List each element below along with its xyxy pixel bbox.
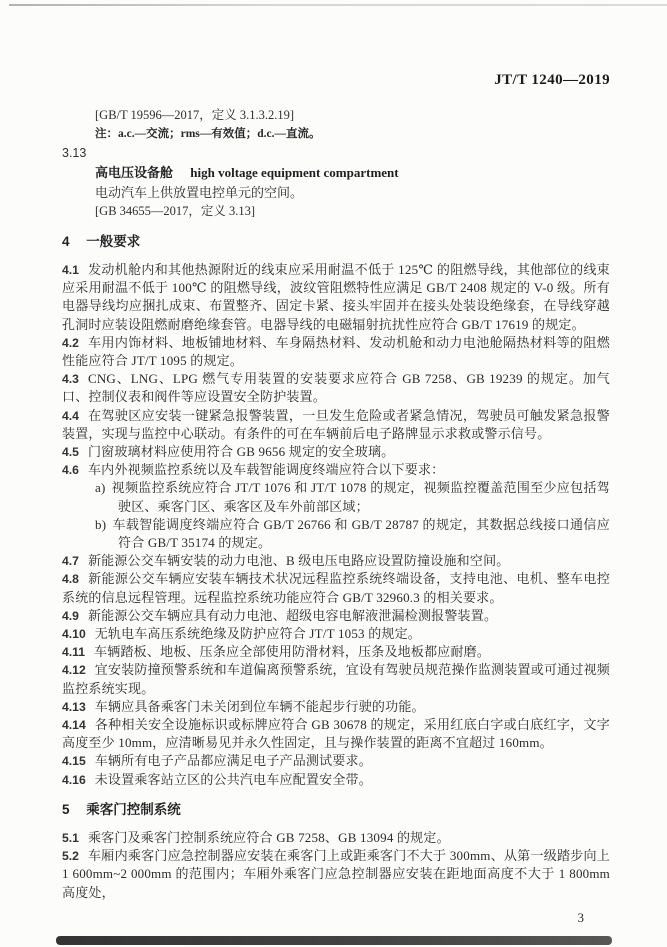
clause-text: 新能源公交车辆应具有动力电池、超级电容电解液泄漏检测报警装置。 (87, 607, 498, 623)
section-5-number: 5 (62, 801, 70, 817)
clause-4-7 (62, 552, 610, 570)
clause-5-2 (62, 847, 610, 902)
section-4-title: 一般要求 (86, 234, 141, 249)
scan-artifact-top-line (9, 4, 667, 6)
clause-4-10 (62, 625, 610, 643)
clause-4-3 (62, 370, 610, 406)
clause-4-14 (62, 716, 610, 752)
clause-4-5 (62, 443, 610, 461)
clause-text: 车辆踏板、地板、压条应全部使用防滑材料，压条及地板都应耐磨。 (94, 644, 491, 660)
clause-number: 4.8 (62, 572, 79, 587)
clause-4-15 (62, 752, 610, 770)
clause-text: 车辆应具备乘客门未关闭到位车辆不能起步行驶的功能。 (94, 698, 425, 714)
clause-text: 车辆所有电子产品都应满足电子产品测试要求。 (94, 753, 372, 769)
clause-number: 4.11 (62, 645, 86, 660)
term-line (62, 163, 610, 183)
clause-text: 宜安装防撞预警系统和车道偏离预警系统，宜设有驾驶员规范操作监测装置或可通过视频监控系统实现。 (62, 662, 610, 696)
list-item-text: 车载智能调度终端应符合 GB/T 26766 和 GB/T 28787 的规定，其数据总线接口通信应符合 GB/T 35174 的规定。 (112, 516, 610, 551)
clause-text: 各种相关安全设施标识或标牌应符合 GB 30678 的规定，采用红底白字或白底红字，文字高度至少 10mm，应清晰易见并永久性固定，且与操作装置的距离不宜超过 160mm。 (62, 717, 610, 751)
clause-number: 4.12 (62, 663, 86, 678)
clause-text: 在驾驶区应安装一键紧急报警装置，一旦发生危险或者紧急情况，驾驶员可触发紧急报警装置，实现与监控中心联动。有条件的可在车辆前后电子路牌显示求救或警示信号。 (62, 407, 610, 441)
clause-number: 4.1 (62, 263, 79, 277)
clause-4-13 (62, 698, 610, 716)
clause-4-6-item-b (62, 516, 610, 552)
clause-text: CNG、LNG、LPG 燃气专用装置的安装要求应符合 GB 7258、GB 19239 的规定。加气口、控制仪表和阀件等应设置安全防护装置。 (62, 371, 610, 405)
clause-4-8 (62, 570, 610, 606)
term-definition: 电动汽车上供放置电控单元的空间。 (95, 185, 304, 200)
clause-text: 未设置乘客站立区的公共汽电车应配置安全带。 (94, 771, 372, 787)
clause-number: 4.2 (62, 335, 79, 350)
clause-text: 乘客门及乘客门控制系统应符合 GB 7258、GB 13094 的规定。 (87, 829, 450, 845)
clause-number: 4.13 (62, 699, 86, 714)
clause-text: 车用内饰材料、地板铺地材料、车身隔热材料、发动机舱和动力电池舱隔热材料等的阻燃性能应符合 JT/T 1095 的规定。 (62, 334, 610, 369)
scan-artifact-bottom-bar (56, 936, 612, 945)
section-4-number: 4 (62, 234, 70, 249)
clause-text: 发动机舱内和其他热源附近的线束应采用耐温不低于 125℃ 的阻燃导线，其他部位的线束应采用耐温不低于 100℃ 的阻燃导线，波纹管阻燃特性应满足 GB/T 2408 规定的 V-0 级。所有电器导线均应捆扎成束、布置整齐、固定卡紧、接头牢固并在接头处装设绝缘套，在导线穿越孔洞时应装设阻燃耐磨绝缘套管。电器导线的电磁辐射抗扰性应符合 GB/T 17619 的规定。 (62, 262, 610, 332)
clause-number: 5.2 (62, 849, 79, 864)
source-reference-2: [GB 34655—2017，定义 3.13] (95, 204, 256, 218)
clause-4-6-item-a (62, 479, 610, 515)
term-chinese: 高电压设备舱 (95, 165, 174, 180)
clause-4-1 (62, 261, 610, 334)
clause-number: 4.16 (62, 772, 86, 787)
clause-number: 4.6 (62, 463, 79, 478)
clause-number: 4.14 (62, 718, 86, 733)
section-5-title: 乘客门控制系统 (86, 801, 181, 817)
clause-4-6 (62, 461, 610, 479)
clause-text: 车厢内乘客门应急控制器应安装在乘客门上或距乘客门不大于 300mm、从第一级踏步向上 1 600mm~2 000mm 的范围内；车厢外乘客门应急控制器应安装在距地面高度不大于 1 800mm 高度处， (62, 848, 610, 900)
section-5-heading (62, 800, 610, 820)
clause-number: 5.1 (62, 830, 79, 845)
source-reference-1: [GB/T 19596—2017，定义 3.1.3.2.19] (95, 108, 295, 122)
clause-number: 4.7 (62, 554, 79, 569)
clause-text: 门窗玻璃材料应使用符合 GB 9656 规定的安全玻璃。 (87, 444, 395, 460)
clause-5-1 (62, 829, 610, 847)
clause-text: 新能源公交车辆应安装车辆技术状况远程监控系统终端设备，支持电池、电机、整车电控系统的信息远程管理。远程监控系统功能应符合 GB/T 32960.3 的相关要求。 (62, 571, 610, 605)
clause-number: 4.10 (62, 627, 86, 642)
clause-number: 4.4 (62, 408, 79, 423)
clause-number: 4.9 (62, 608, 79, 623)
standard-number-header: JT/T 1240—2019 (494, 72, 610, 88)
page-number: 3 (577, 909, 584, 925)
clause-4-4 (62, 407, 610, 443)
list-item-label: b) (95, 516, 107, 532)
clause-number-3-13: 3.13 (62, 146, 87, 160)
definition-note: 注：a.c.—交流；rms—有效值；d.c.—直流。 (95, 128, 321, 140)
clause-number: 4.15 (62, 754, 86, 769)
clause-number: 4.3 (62, 372, 79, 387)
clause-text: 无轨电车高压系统绝缘及防护应符合 JT/T 1053 的规定。 (94, 626, 422, 642)
list-item-label: a) (95, 480, 106, 496)
term-english: high voltage equipment compartment (190, 165, 399, 180)
clause-4-16 (62, 771, 610, 789)
clause-4-11 (62, 643, 610, 661)
clause-4-2 (62, 334, 610, 370)
list-item-text: 视频监控系统应符合 JT/T 1076 和 JT/T 1078 的规定，视频监控覆盖范围至少应包括驾驶区、乘客门区、乘客区及车外前部区域； (111, 480, 610, 514)
section-4-heading (62, 232, 610, 252)
clause-text: 新能源公交车辆安装的动力电池、B 级电压电路应设置防撞设施和空间。 (87, 553, 510, 569)
clause-text: 车内外视频监控系统以及车载智能调度终端应符合以下要求： (87, 462, 445, 478)
clause-number: 4.5 (62, 445, 79, 460)
clause-4-9 (62, 607, 610, 625)
clause-4-12 (62, 661, 610, 697)
